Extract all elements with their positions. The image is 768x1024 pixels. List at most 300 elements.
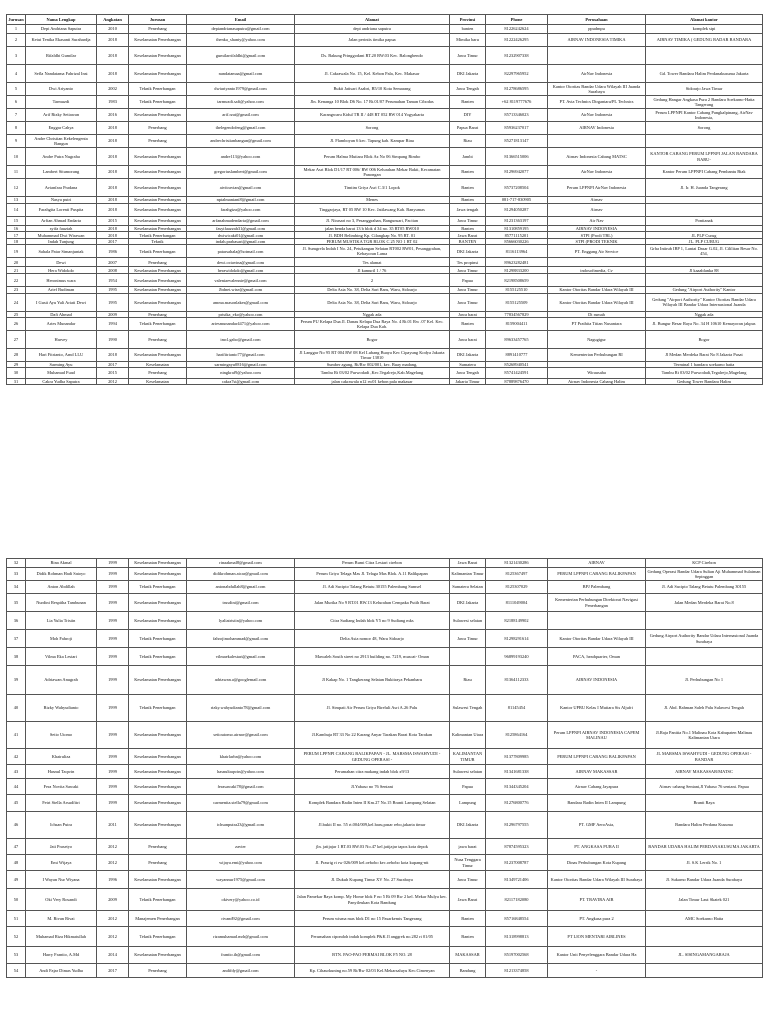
cell-jurusan: Keselamatan Penerbangan <box>129 765 187 779</box>
cell-phone: 89633457765 <box>486 330 548 348</box>
cell-perusahaan: PT. ANGKASA PURA II <box>548 839 646 855</box>
cell-email: fahrojimohammad@gmail.com <box>187 630 295 648</box>
cell-jurusan: Teknik Penerbangan <box>129 581 187 594</box>
cell-nama: Adriawan Anugrah <box>26 666 97 695</box>
cell-email: dewi.octavina@gmail.com <box>187 258 295 267</box>
cell-provinsi: Jawa barat <box>450 330 486 348</box>
cell-perusahaan: AIRNAV <box>548 559 646 568</box>
cell-alamat: Jl kamuril 1 / 76 <box>295 267 450 274</box>
table-row <box>7 317 763 330</box>
table-row <box>7 258 763 267</box>
cell-no: 36 <box>7 612 26 630</box>
cell-provinsi: DKI Jakarta <box>450 348 486 361</box>
cell-alamat: Perumahan cipondoh indah komplek P&K Jl anggrek no.282 rt 01/05 <box>295 927 450 947</box>
cell-jurusan: Keselamatan Penerbangan <box>129 166 187 179</box>
cell-kantor: Bogor <box>646 330 763 348</box>
cell-kantor: Jl. Ir. H. Juanda Tangerang <box>646 179 763 197</box>
cell-nama: Rina Akmal <box>26 559 97 568</box>
cell-nama: I Gusti Ayu Yuli Ariati Dewi <box>26 293 97 311</box>
cell-no: 24 <box>7 293 26 311</box>
cell-phone: 81278686595 <box>486 83 548 96</box>
cell-provinsi: Papua <box>450 274 486 287</box>
cell-provinsi: Jawa barat <box>450 311 486 317</box>
column-header: Phone <box>486 15 548 25</box>
cell-kantor: Gedung "Airport Authority" Kantor <box>646 287 763 293</box>
cell-jurusan: Keselamatan Penerbangan <box>129 795 187 812</box>
table-row <box>7 871 763 889</box>
cell-perusahaan: Airnav <box>548 197 646 204</box>
cell-jurusan: Keselamatan Penerbangan <box>129 287 187 293</box>
cell-provinsi: Nusa Tenggara Timur <box>450 855 486 871</box>
cell-alamat: Bukit Jatisari Asabri, B5/10 Kota Semarang <box>295 83 450 96</box>
cell-alamat: Menes <box>295 197 450 204</box>
cell-provinsi: Jawa Timur <box>450 287 486 293</box>
cell-perusahaan: Airnav Indonesia Cabang MATSC <box>548 148 646 166</box>
cell-phone: 85716848554 <box>486 911 548 927</box>
cell-perusahaan: PT LION MENTARI AIRLINES <box>548 927 646 947</box>
cell-kantor: Terminal 1 bandara soekarno hatta <box>646 361 763 367</box>
cell-no: 40 <box>7 695 26 722</box>
cell-alamat: Komplek Bandara Radin Inten II Km.27 No.15 Branti Lampung Selatan <box>295 795 450 812</box>
cell-alamat: Perum PU Kelapa Dua Jl. Danau Kelapa Dua Raya No. 4 Rt.01 Rw .07 Kel. Kec. Kelapa Dua Kab. <box>295 317 450 330</box>
cell-email: wayannur1975@gmail.com <box>187 871 295 889</box>
cell-perusahaan: Wirausaha <box>548 368 646 379</box>
cell-no: 17 <box>7 232 26 239</box>
cell-angkatan: 2012 <box>97 379 129 385</box>
cell-email: farahgiza@yahoo.com <box>187 204 295 217</box>
cell-perusahaan: Bandara Radin Inten II Lampung <box>548 795 646 812</box>
cell-nama: Nasya putri <box>26 197 97 204</box>
cell-email: ningkraf9@yahoo.com <box>187 368 295 379</box>
cell-no: 23 <box>7 287 26 293</box>
cell-no: 32 <box>7 559 26 568</box>
cell-nama: Dewi <box>26 258 97 267</box>
cell-jurusan: Teknik Penerbangan <box>129 695 187 722</box>
cell-nama: syifa fauziah <box>26 226 97 232</box>
cell-alamat: Mawaleh South street no 2913 building no. 7219, muscat- Oman <box>295 648 450 666</box>
cell-email: carmenita.stella79@gmail.com <box>187 795 295 812</box>
cell-phone: +62 8119777676 <box>486 96 548 109</box>
cell-perusahaan: Kantor Unit Penyelenggara Bandar Udara Ha <box>548 947 646 964</box>
cell-email: antonabdullah8@gmail.com <box>187 581 295 594</box>
cell-provinsi: Jakarta Timur <box>450 379 486 385</box>
cell-no: 10 <box>7 148 26 166</box>
cell-email: rinaakmal8@gmail.com <box>187 559 295 568</box>
table-row <box>7 245 763 258</box>
cell-phone: 81232907338 <box>486 47 548 65</box>
cell-kantor: JL. SISINGAMANGARAJA <box>646 947 763 964</box>
cell-nama: Jati Prasetyo <box>26 839 97 855</box>
cell-jurusan: Teknik Penerbangan <box>129 317 187 330</box>
cell-email: nptalmaniani8@gmail.com <box>187 197 295 204</box>
cell-email: aivitravian@gmail.com <box>187 179 295 197</box>
cell-no: 6 <box>7 96 26 109</box>
cell-no: 21 <box>7 267 26 274</box>
cell-kantor <box>646 274 763 287</box>
cell-email: rizamuhamad.mrh@gmail.com <box>187 927 295 947</box>
cell-phone: 81237008787 <box>486 855 548 871</box>
cell-alamat: Jl. Flamboyan 6 kec. Tapung kab. Kampar Riau <box>295 135 450 148</box>
cell-alamat: Sumber agung, Rt/Rw 002/001, kec. Buay madang, <box>295 361 450 367</box>
cell-angkatan: 2012 <box>97 839 129 855</box>
cell-no: 22 <box>7 274 26 287</box>
cell-jurusan: Teknik Penerbangan <box>129 889 187 911</box>
cell-phone: 81145454 <box>486 695 548 722</box>
cell-nama: Dwi Ariyanto <box>26 83 97 96</box>
cell-provinsi: Jawa tengah <box>450 204 486 217</box>
cell-alamat: Jl. Nirasari no 3, Pesanggrahan, Bangunsari, Pacitan <box>295 217 450 226</box>
cell-provinsi: Sulawesi selatan <box>450 612 486 630</box>
cell-jurusan: Teknik Penerbangan <box>129 83 187 96</box>
cell-alamat: Kp. Cihaurkuning no.59 Rt/Rw 02/03 Kel.Mekarsaluyu Kec.Cimenyan <box>295 964 450 978</box>
cell-no: 15 <box>7 217 26 226</box>
cell-alamat: Delta Asia No. 38, Delta Sari Baru, Waru, Sidoarjo <box>295 287 450 293</box>
cell-no: 39 <box>7 666 26 695</box>
table-row <box>7 594 763 612</box>
cell-alamat: Jl. Dukuh Kupang Timur XV No. 27 Surabaya <box>295 871 450 889</box>
cell-jurusan: Keselamatan <box>129 379 187 385</box>
cell-angkatan: 2016 <box>97 109 129 122</box>
cell-alamat: Jl Langgar No 95 RT 004 RW 08 Kel Lubang Buaya Kec Cipayung Kodya Jakarta Timur 13810 <box>295 348 450 361</box>
cell-angkatan: 1999 <box>97 765 129 779</box>
cell-provinsi: DKI Jakarta <box>450 245 486 258</box>
cell-email: dwiwicakt01@gmail.com <box>187 232 295 239</box>
cell-alamat: jalan cakrawala n12 rw01 kebon pala makasar <box>295 379 450 385</box>
cell-provinsi: Riau <box>450 666 486 695</box>
cell-no: 37 <box>7 630 26 648</box>
cell-perusahaan <box>548 135 646 148</box>
cell-kantor <box>646 648 763 666</box>
cell-phone: 87889876470 <box>486 379 548 385</box>
cell-jurusan: Keselamatan Penerbangan <box>129 722 187 749</box>
cell-jurusan: Penerbang <box>129 135 187 148</box>
cell-perusahaan: AIRNAV INDONESIA TIMIKA <box>548 34 646 47</box>
cell-alamat: Jl. Adi Sucipto Talang Betutu 30155 Palembang Sumsel <box>295 581 450 594</box>
cell-email: sarmingayu0816@gmail.com <box>187 361 295 367</box>
cell-kantor: Nggak ada <box>646 311 763 317</box>
cell-angkatan: 2018 <box>97 166 129 179</box>
cell-nama: Andre Putra Nugraha <box>26 148 97 166</box>
cell-provinsi: Banten <box>450 96 486 109</box>
cell-phone: 81294050287 <box>486 204 548 217</box>
cell-phone: 85268940541 <box>486 361 548 367</box>
cell-nama: Farahgita Lorenti Puspita <box>26 204 97 217</box>
column-header: Alamat <box>295 15 450 25</box>
cell-jurusan: Keselamatan Penerbangan <box>129 559 187 568</box>
cell-nama: Muhamad Fuad <box>26 368 97 379</box>
cell-no: 54 <box>7 964 26 978</box>
cell-kantor: Branti Raya <box>646 795 763 812</box>
cell-angkatan: 2002 <box>97 83 129 96</box>
cell-kantor <box>646 258 763 267</box>
cell-angkatan: 2018 <box>97 34 129 47</box>
cell-alamat: Jl.Yabaso no 76 Sentani <box>295 779 450 795</box>
cell-perusahaan: Kantor Otoritas Bandar Udara Wilayah III <box>548 293 646 311</box>
cell-provinsi: Banten <box>450 179 486 197</box>
cell-nama: Ichsan Putra <box>26 812 97 839</box>
cell-alamat: Delta Asia nomor 48, Waru Sidoarjo <box>295 630 450 648</box>
cell-kantor: Jl. Abd. Rahman Saleh Palu Sulawesi Tengah <box>646 695 763 722</box>
cell-no: 16 <box>7 226 26 232</box>
column-header: Angkatan <box>97 15 129 25</box>
cell-phone: 87874595323 <box>486 839 548 855</box>
cell-phone: 8125367497 <box>486 568 548 581</box>
cell-perusahaan: PT. Avia Technics Dirgantara/PL Technics <box>548 96 646 109</box>
cell-angkatan: 2018 <box>97 232 129 239</box>
cell-angkatan: 2010 <box>97 25 129 34</box>
table-row <box>7 330 763 348</box>
cell-phone: 82117182080 <box>486 889 548 911</box>
cell-phone: 81318998813 <box>486 927 548 947</box>
table-row <box>7 232 763 239</box>
table-row <box>7 581 763 594</box>
cell-jurusan: Penerbang <box>129 330 187 348</box>
cell-email: ichsanputra23@gmail.com <box>187 812 295 839</box>
cell-nama: Hasnul Taqwin <box>26 765 97 779</box>
cell-jurusan: Keselamatan Penerbangan <box>129 612 187 630</box>
cell-jurusan: Teknik <box>129 239 187 245</box>
cell-provinsi: Jawa Tengah <box>450 368 486 379</box>
cell-nama: Andre Christian Kekelengenta Bangun <box>26 135 97 148</box>
table-row <box>7 179 763 197</box>
cell-no: 46 <box>7 812 26 839</box>
cell-nama: Heronimus wara <box>26 274 97 287</box>
cell-nama: Moh Fahroji <box>26 630 97 648</box>
cell-perusahaan: Kantor UPBU Kelas I Mutiara Sis Aljufri <box>548 695 646 722</box>
cell-no: 53 <box>7 947 26 964</box>
table-row <box>7 964 763 978</box>
cell-perusahaan: BPJ Palembang <box>548 581 646 594</box>
cell-alamat: PERUM LPPNPI CABANG BALIKPAPAN - JL. MARSMA ISWAHYUDI - GEDUNG OPERASI - <box>295 749 450 765</box>
cell-angkatan: 2007 <box>97 258 129 267</box>
cell-email: fasyifaazzah31@gmail.com <box>187 226 295 232</box>
cell-alamat: Perum Griya Telaga Mas Jl. Telaga Mas Blok. A.11 Balikpapan <box>295 568 450 581</box>
cell-jurusan: Keselamatan Penerbangan <box>129 274 187 287</box>
cell-provinsi: Tes propinsi <box>450 258 486 267</box>
table-row <box>7 25 763 34</box>
cell-jurusan: Keselamatan Penerbangan <box>129 226 187 232</box>
cell-email: frantio.ih@gmail.com <box>187 947 295 964</box>
cell-jurusan: Keselamatan Penerbangan <box>129 348 187 361</box>
table-row <box>7 927 763 947</box>
cell-jurusan: Penerbang <box>129 311 187 317</box>
cell-jurusan: Penerbang <box>129 368 187 379</box>
cell-no: 43 <box>7 765 26 779</box>
cell-email: cakra7st@gmail.com <box>187 379 295 385</box>
cell-kantor: Jl.Raja Panitia No.1 Malinau Kota Kabupaten Malinau Kalimantan Utara <box>646 722 763 749</box>
cell-phone: 85271813147 <box>486 135 548 148</box>
cell-phone: 85737208504 <box>486 179 548 197</box>
cell-phone: 82198508659 <box>486 274 548 287</box>
cell-phone: 8116113964 <box>486 245 548 258</box>
cell-provinsi: Jawa Timur <box>450 267 486 274</box>
cell-no: 35 <box>7 594 26 612</box>
cell-nama: Dafi Ahmad <box>26 311 97 317</box>
table-row <box>7 911 763 927</box>
cell-angkatan: 2018 <box>97 226 129 232</box>
cell-provinsi: Jawa Timur <box>450 293 486 311</box>
cell-angkatan: 1983 <box>97 96 129 109</box>
cell-provinsi: Jawa Tengah <box>450 83 486 96</box>
cell-perusahaan: Dinas Perhubungan Kota Kupang <box>548 855 646 871</box>
cell-no: 26 <box>7 317 26 330</box>
cell-angkatan: 1995 <box>97 287 129 293</box>
cell-nama: Sahala Patar Simanjuntak <box>26 245 97 258</box>
cell-no: 38 <box>7 648 26 666</box>
cell-jurusan: Keselamatan Penerbangan <box>129 34 187 47</box>
table-row <box>7 559 763 568</box>
cell-nama: Aries Munandar <box>26 317 97 330</box>
cell-email: ariesmunandar4471@yahoo.com <box>187 317 295 330</box>
cell-email: pristka_eko@yahoo.com <box>187 311 295 317</box>
cell-perusahaan: Di rumah <box>548 311 646 317</box>
cell-no: 25 <box>7 311 26 317</box>
cell-kantor: Tambu Rt 03/02 Purwodadi,Tegalrejo,Magelang <box>646 368 763 379</box>
cell-angkatan: 2015 <box>97 217 129 226</box>
table-section-1 <box>6 14 762 385</box>
table-row <box>7 765 763 779</box>
cell-kantor: Gedung "Airport Authority" Kantor Otoritas Bandar Udara Wilayah III Bandar Udara Internasional Juanda <box>646 293 763 311</box>
cell-email: trusdini@gmail.com <box>187 594 295 612</box>
cell-nama: Oki Very Rosandi <box>26 889 97 911</box>
cell-jurusan: Keselamatan Penerbangan <box>129 179 187 197</box>
cell-email: herawidokdo@gmail.com <box>187 267 295 274</box>
cell-nama: Emi Wijaya <box>26 855 97 871</box>
cell-email: gumilarrifaldhi@gmail.com <box>187 47 295 65</box>
cell-perusahaan: PT. TRAVIRA AIR <box>548 889 646 911</box>
cell-no: 34 <box>7 581 26 594</box>
cell-kantor: Pontianak <box>646 217 763 226</box>
cell-kantor: Gedung Airport Authority Bandar Udara Internasional Juanda Surabaya <box>646 630 763 648</box>
cell-provinsi: Jawa Barat <box>450 559 486 568</box>
cell-perusahaan: Kantor Otoritas Bandar Udara Wilayah III <box>548 287 646 293</box>
cell-jurusan: Keselamatan Penerbangan <box>129 812 187 839</box>
cell-email: arfanahmadendarta@gmail.com <box>187 217 295 226</box>
cell-perusahaan: PT Prathita Titian Nusantara <box>548 317 646 330</box>
cell-no: 41 <box>7 722 26 749</box>
cell-angkatan: 1999 <box>97 666 129 695</box>
cell-kantor <box>646 47 763 65</box>
cell-kantor: JL MARSMA ISWAHYUDI - GEDUNG OPERASI - BANDAR <box>646 749 763 765</box>
cell-phone: 081-717-830905 <box>486 197 548 204</box>
cell-nama: Sarming Ayu <box>26 361 97 367</box>
cell-jurusan: Penerbang <box>129 258 187 267</box>
cell-no: 49 <box>7 871 26 889</box>
cell-kantor: komplek stpi <box>646 25 763 34</box>
cell-alamat: PERUM MUSTIKA TGR BLOK C 25 NO 1 RT 02 <box>295 239 450 245</box>
cell-phone: 81364112333 <box>486 666 548 695</box>
table-row <box>7 274 763 287</box>
cell-email: rivand92@gmail.com <box>187 911 295 927</box>
cell-nama: I Wayan Nur Wiyana <box>26 871 97 889</box>
cell-kantor: Jalan Timur Laut Skatek 021 <box>646 889 763 911</box>
cell-phone: 81341681338 <box>486 765 548 779</box>
cell-kantor: BANDAR UDARA HALIM PERDANAKUSUMA JAKARTA <box>646 839 763 855</box>
cell-jurusan: Keselamatan Penerbangan <box>129 293 187 311</box>
table-row <box>7 630 763 648</box>
cell-alamat: Karangwaru Kidul TR II / 448 RT 052 RW 014 Yogyakarta <box>295 109 450 122</box>
cell-nama: Anton Abdillah <box>26 581 97 594</box>
cell-jurusan: Penerbang <box>129 25 187 34</box>
cell-alamat: Citra Sudiang Indah blok Y5 no 9 Sudiang mks <box>295 612 450 630</box>
cell-phone: 82297965952 <box>486 65 548 83</box>
cell-provinsi: Mimika baru <box>450 34 486 47</box>
cell-angkatan: 2018 <box>97 197 129 204</box>
cell-perusahaan: STPI (PRODI TEKNIK <box>548 239 646 245</box>
cell-kantor: Jl. Bungur Besar Raya No. 34 H 10610 Kemayoran jakpus <box>646 317 763 330</box>
cell-jurusan: Teknik Penerbangan <box>129 630 187 648</box>
cell-provinsi: Sulawesi Tengah <box>450 695 486 722</box>
cell-perusahaan <box>548 612 646 630</box>
alumni-table-1 <box>6 14 763 385</box>
cell-perusahaan: Perum LPPNPI AirNav Indonesia <box>548 179 646 197</box>
cell-nama: M. Rivan Rivai <box>26 911 97 927</box>
cell-angkatan: 1999 <box>97 581 129 594</box>
cell-angkatan: 1999 <box>97 749 129 765</box>
cell-kantor: Grha Intirub IBP 1, Lantai Dasar G.02, Jl. Cililitan Besar No. 454, <box>646 245 763 258</box>
cell-kantor <box>646 964 763 978</box>
table-row <box>7 779 763 795</box>
cell-angkatan: 2012 <box>97 855 129 871</box>
cell-perusahaan: AirNav Indonesia <box>548 109 646 122</box>
column-header: Jurusan <box>7 15 26 25</box>
cell-alamat: Jl. Prasrig rt rw 026/009 kel.oebobo kec.oebobo kota kupang-ntt <box>295 855 450 871</box>
table-row <box>7 122 763 135</box>
cell-phone: 82188149902 <box>486 612 548 630</box>
cell-angkatan: 2018 <box>97 148 129 166</box>
cell-kantor: Airnav cabang Sentani,Jl Yabaso 76 sentani. Papua <box>646 779 763 795</box>
cell-alamat: Jln. Kenanga 10 Blok D6 No. 17 Rt.01/07 Perumahan Taman Cibodas <box>295 96 450 109</box>
cell-phone: 81226242624 <box>486 25 548 34</box>
cell-perusahaan <box>548 47 646 65</box>
cell-provinsi: Jawa Timur <box>450 871 486 889</box>
cell-alamat: Perumahan citra makang indah blok x9/13 <box>295 765 450 779</box>
cell-phone: 81213374858 <box>486 964 548 978</box>
cell-provinsi: Banten <box>450 317 486 330</box>
cell-provinsi: DKI Jakarta <box>450 594 486 612</box>
cell-provinsi: Sumatera <box>450 361 486 367</box>
cell-alamat: Sorong <box>295 122 450 135</box>
table-row <box>7 947 763 964</box>
table-row <box>7 34 763 47</box>
cell-angkatan: 1999 <box>97 630 129 648</box>
cell-phone: 81296797555 <box>486 812 548 839</box>
cell-jurusan: Keselamatan Penerbangan <box>129 197 187 204</box>
cell-perusahaan <box>548 274 646 287</box>
cell-provinsi: Sulawesi selatan <box>450 765 486 779</box>
cell-phone: 8159004411 <box>486 317 548 330</box>
cell-email: gregoriuslambert@gmail.com <box>187 166 295 179</box>
cell-jurusan: Keselamatan Penerbangan <box>129 109 187 122</box>
cell-no: 9 <box>7 135 26 148</box>
column-header: Nama Lengkap <box>26 15 97 25</box>
cell-alamat: Jl. Sumgrela Indah I No. 24, Petukangan Selatan RT002 RW01, Pesanggrahan, Kebayoran Lama <box>295 245 450 258</box>
cell-phone: 81344345204 <box>486 779 548 795</box>
table-row <box>7 368 763 379</box>
cell-kantor: AIRNAV TIMIKA ( GEDUNG RADAR BANDARA <box>646 34 763 47</box>
table-row <box>7 839 763 855</box>
cell-angkatan: 2011 <box>97 812 129 839</box>
cell-jurusan: Keselamatan Penerbangan <box>129 666 187 695</box>
cell-provinsi: Banten <box>450 911 486 927</box>
cell-jurusan: Keselamatan Penerbangan <box>129 568 187 581</box>
cell-angkatan: 1999 <box>97 559 129 568</box>
cell-perusahaan: Airnav Indonesia Cabang Halim <box>548 379 646 385</box>
cell-phone: 81321430286 <box>486 559 548 568</box>
cell-no: 52 <box>7 927 26 947</box>
cell-perusahaan: PT. GMF AeroAsia, <box>548 812 646 839</box>
cell-phone: 81298833200 <box>486 267 548 274</box>
